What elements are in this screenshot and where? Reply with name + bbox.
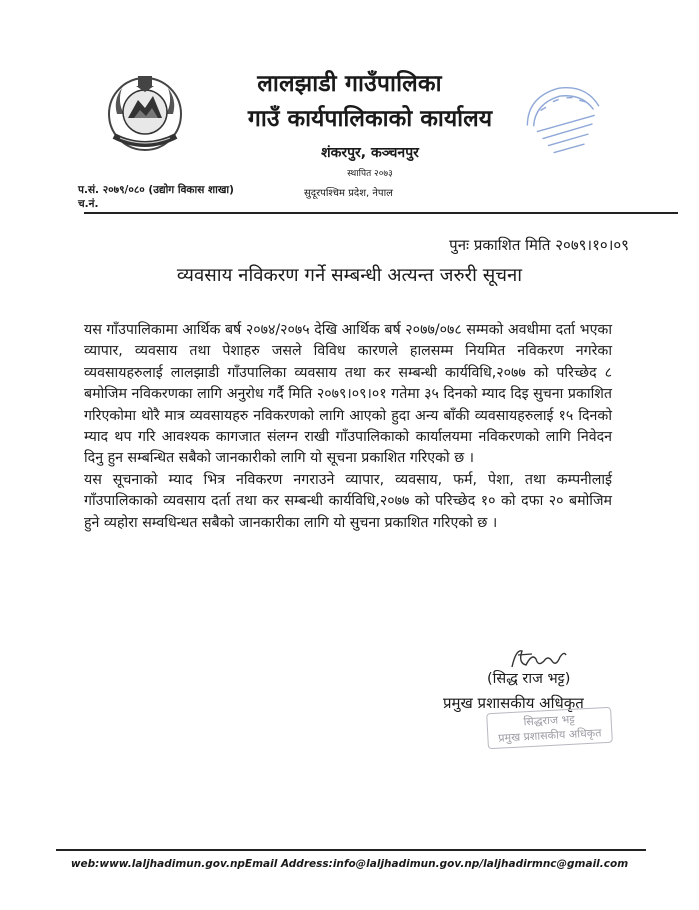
footer-divider — [56, 849, 646, 851]
reference-number: प.सं. २०७९/०८० (उद्योग विकास शाखा) — [78, 184, 234, 196]
signatory-title: प्रमुख प्रशासकीय अधिकृत — [443, 694, 584, 712]
signatory-name: (सिद्ध राज भट्ट) — [487, 671, 571, 687]
notice-paragraph: यस सूचनाको म्याद भित्र नविकरण नगराउने व्यापार, व्यवसाय, फर्म, पेशा, तथा कम्पनीलाई गाँउपालिकाको व्यवसाय दर्ता तथा कर सम्बन्धी कार्यविधि,२०७७ को परिच्छेद १० को दफा २० बमोजिम हुने व्यहोरा सम्वधिन्धत सबैको जानकारीका लागि यो सुचना प्रकाशित गरिएको छ । — [84, 471, 612, 531]
dispatch-number: च.नं. — [78, 198, 99, 210]
notice-paragraph: यस गाँउपालिकामा आर्थिक बर्ष २०७४/२०७५ देखि आर्थिक बर्ष २०७७/०७८ सम्मको अवधीमा दर्ता भएका व्यापार, व्यवसाय तथा पेशाहरु जसले विविध कारणले हालसम्म नियमित नविकरण नगरेका व्यवसायहरुलाई लालझाडी गाँउपालिका व्यवसाय तथा कर सम्बन्धी कार्यविधि,२०७७ को परिच्छेद ८ बमोजिम नविकरणका लागि अनुरोध गर्दै मिति २०७९।०९।०१ गतेमा ३५ दिनको म्याद दिइ सुचना प्रकाशित गरिएकोमा थोरै मात्र व्यवसायहरु नविकरणको लागि आएको हुदा अन्य बाँकी व्यवसायहरुलाई १५ दिनको म्याद थप गरि आवश्यक कागजात संलग्न राखी गाँउपालिकाको कार्यालयमा नविकरणको लागि निवेदन दिनु हुन सम्बन्धित सबैको जानकारीको लागि यो सूचना प्रकाशित गरिएको छ । — [84, 322, 612, 467]
footer-contact: web:www.laljhadimun.gov.npEmail Address:info@laljhadimun.gov.np/laljhadirmnc@gmail.com — [70, 858, 629, 870]
notice-body — [84, 320, 612, 534]
organization-name: लालझाडी गाउँपालिका — [257, 71, 442, 97]
stamp-title: प्रमुख प्रशासकीय अधिकृत — [497, 726, 602, 745]
office-address: शंकरपुर, कञ्चनपुर — [321, 145, 419, 161]
republished-date: पुनः प्रकाशित मिति २०७९।१०।०९ — [449, 236, 629, 254]
notice-title: व्यवसाय नविकरण गर्ने सम्बन्धी अत्यन्त जरुरी सूचना — [176, 265, 523, 286]
office-name: गाउँ कार्यपालिकाको कार्यालय — [247, 106, 493, 132]
official-stamp — [486, 707, 613, 749]
municipality-seal-icon — [513, 78, 613, 162]
header-divider — [84, 212, 678, 214]
stamp-name: सिद्धराज भट्ट — [523, 712, 576, 729]
province-name: सुदूरपश्चिम प्रदेश, नेपाल — [304, 188, 393, 199]
established-year: स्थापित २०७३ — [347, 169, 393, 179]
